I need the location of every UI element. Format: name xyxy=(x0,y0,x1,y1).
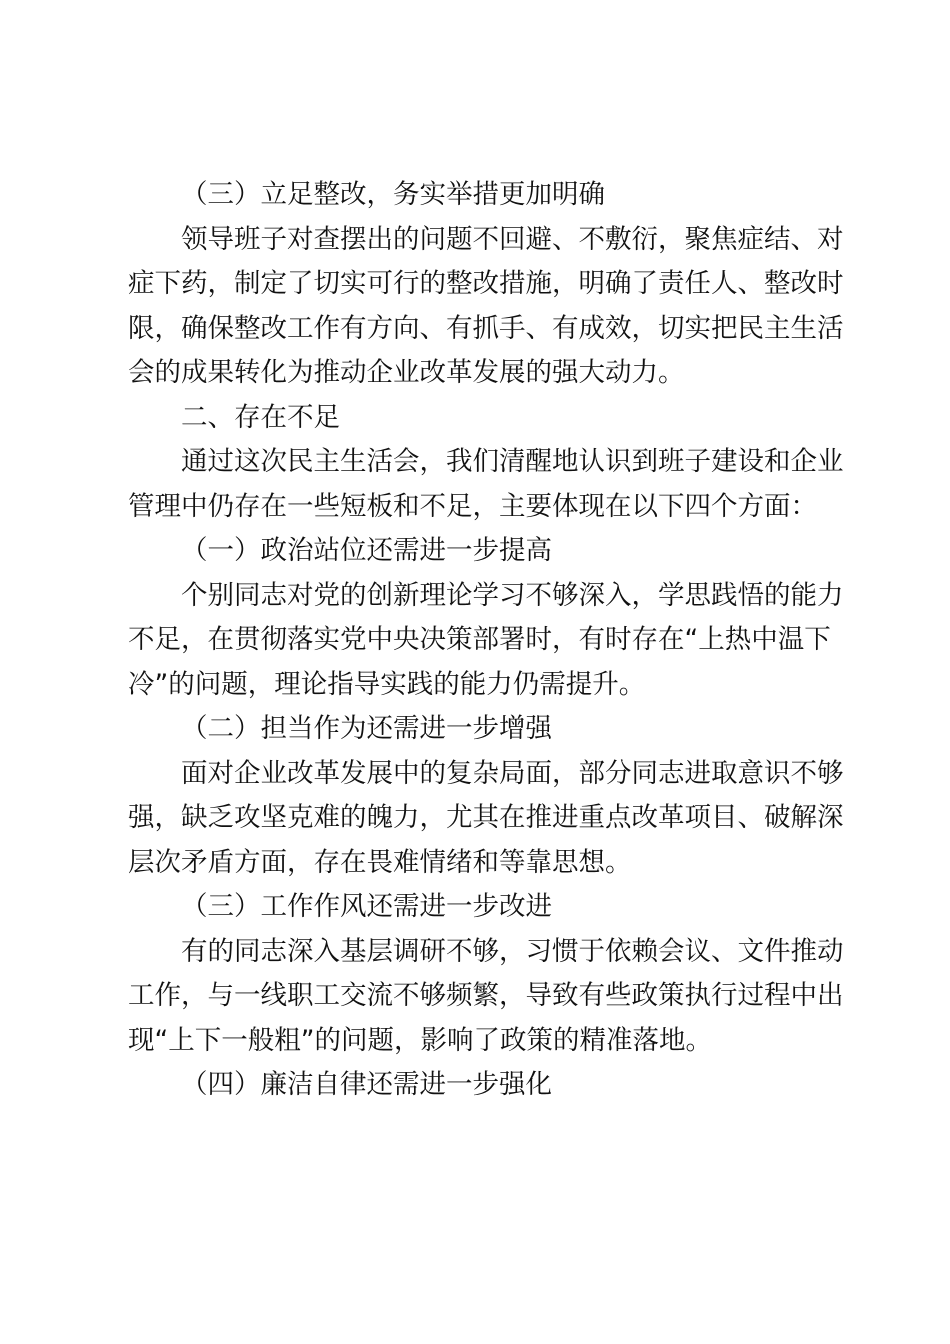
paragraph-line: 工作，与一线职工交流不够频繁，导致有些政策执行过程中出 xyxy=(128,980,844,1011)
body-paragraph xyxy=(128,574,844,708)
paragraph-line: 限，确保整改工作有方向、有抓手、有成效，切实把民主生活 xyxy=(128,312,844,344)
paragraph-line: 管理中仍存在一些短板和不足，主要体现在以下四个方面： xyxy=(128,490,817,522)
paragraph-line: 有的同志深入基层调研不够，习惯于依赖会议、文件推动 xyxy=(181,935,844,967)
body-paragraph xyxy=(128,440,844,529)
section-heading: （一）政治站位还需进一步提高 xyxy=(181,535,552,566)
paragraph-line: 领导班子对查摆出的问题不回避、不敷衍，聚焦症结、对 xyxy=(181,223,844,255)
section-heading: （二）担当作为还需进一步增强 xyxy=(181,713,552,744)
document-body xyxy=(128,173,844,1108)
section-heading: （四）廉洁自律还需进一步强化 xyxy=(181,1069,552,1100)
body-paragraph xyxy=(128,930,844,1064)
section-heading: （三）工作作风还需进一步改进 xyxy=(181,891,552,922)
section-heading: （三）立足整改，务实举措更加明确 xyxy=(181,179,605,210)
paragraph-line: 面对企业改革发展中的复杂局面，部分同志进取意识不够 xyxy=(181,757,844,789)
paragraph-line: 冷”的问题，理论指导实践的能力仍需提升。 xyxy=(128,668,646,700)
paragraph-line: 症下药，制定了切实可行的整改措施，明确了责任人、整改时 xyxy=(128,268,844,299)
paragraph-line: 个别同志对党的创新理论学习不够深入，学思践悟的能力 xyxy=(181,579,844,611)
paragraph-line: 层次矛盾方面，存在畏难情绪和等靠思想。 xyxy=(128,846,632,878)
paragraph-line: 通过这次民主生活会，我们清醒地认识到班子建设和企业 xyxy=(181,446,844,477)
paragraph-line: 现“上下一般粗”的问题，影响了政策的精准落地。 xyxy=(128,1024,712,1056)
body-paragraph xyxy=(128,752,844,886)
paragraph-line: 强，缺乏攻坚克难的魄力，尤其在推进重点改革项目、破解深 xyxy=(128,802,844,833)
paragraph-line: 不足，在贯彻落实党中央决策部署时，有时存在“上热中温下 xyxy=(128,624,831,655)
paragraph-line: 会的成果转化为推动企业改革发展的强大动力。 xyxy=(128,357,685,388)
section-heading: 二、存在不足 xyxy=(181,401,340,433)
body-paragraph xyxy=(128,218,844,396)
